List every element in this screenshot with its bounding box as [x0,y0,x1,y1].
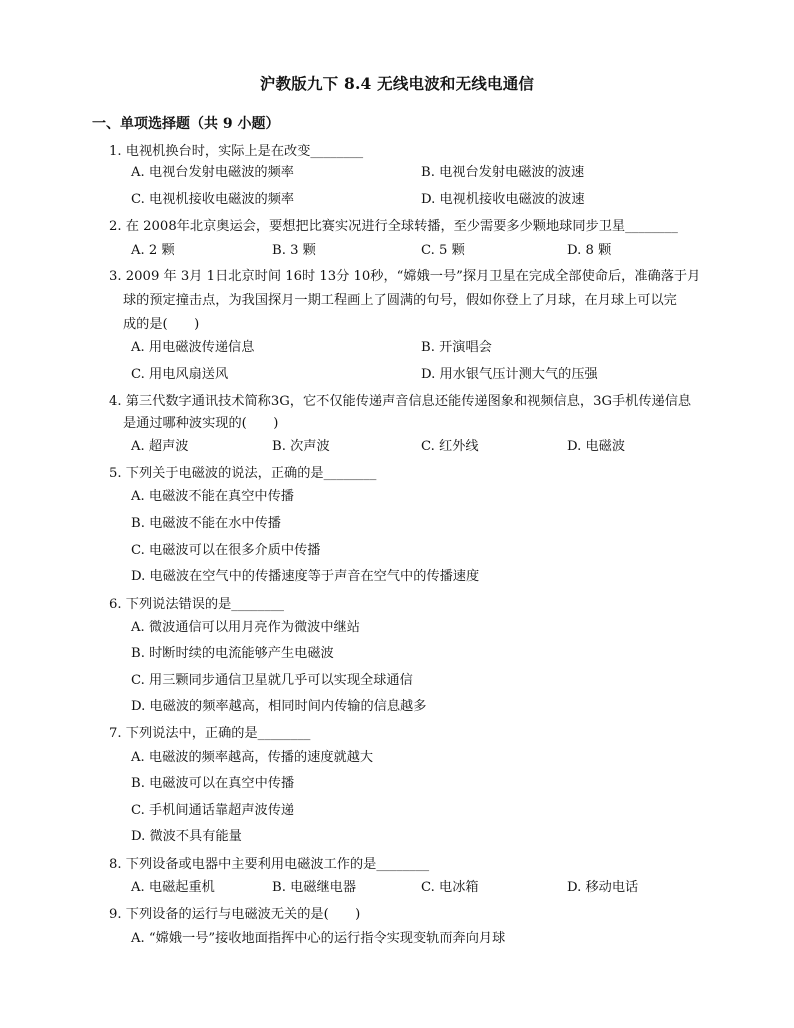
question-1-option-b: B. 电视台发射电磁波的波速 [421,165,585,180]
question-1-option-a: A. 电视台发射电磁波的频率 [131,165,294,180]
question-6-option-a: A. 微波通信可以用月亮作为微波中继站 [131,620,360,635]
question-2-option-c: C. 5 颗 [421,243,465,258]
question-8-stem: 8. 下列设备或电器中主要利用电磁波工作的是________ [109,857,430,872]
question-4-option-b: B. 次声波 [272,439,330,454]
question-3-option-b: B. 开演唱会 [421,340,492,355]
question-6-option-c: C. 用三颗同步通信卫星就几乎可以实现全球通信 [131,673,413,688]
question-1-option-d: D. 电视机接收电磁波的波速 [421,192,585,207]
question-8-option-c: C. 电冰箱 [421,880,479,895]
question-5-stem: 5. 下列关于电磁波的说法，正确的是________ [109,466,377,481]
question-1-stem: 1. 电视机换台时，实际上是在改变________ [109,144,364,159]
question-5-option-d: D. 电磁波在空气中的传播速度等于声音在空气中的传播速度 [131,569,480,584]
question-4-stem-line-1: 4. 第三代数字通讯技术简称3G，它不仅能传递声音信息还能传递图象和视频信息，3G手机传递信息 [109,394,692,409]
question-6-option-d: D. 电磁波的频率越高，相同时间内传输的信息越多 [131,699,427,714]
question-9-stem: 9. 下列设备的运行与电磁波无关的是( ) [109,907,361,922]
question-5-option-b: B. 电磁波不能在水中传播 [131,516,281,531]
question-5-option-c: C. 电磁波可以在很多介质中传播 [131,543,321,558]
question-7-option-c: C. 手机间通话靠超声波传递 [131,803,295,818]
question-2-option-d: D. 8 颗 [567,243,612,258]
question-8-option-a: A. 电磁起重机 [131,880,215,895]
question-7-option-d: D. 微波不具有能量 [131,829,242,844]
question-3-option-a: A. 用电磁波传递信息 [131,340,255,355]
question-2-option-a: A. 2 颗 [131,243,175,258]
question-6-stem: 6. 下列说法错误的是________ [109,597,285,612]
question-3-option-d: D. 用水银气压计测大气的压强 [421,367,598,382]
question-3-stem-line-2: 球的预定撞击点，为我国探月一期工程画上了圆满的句号，假如你登上了月球，在月球上可以完 [123,293,677,308]
question-2-stem: 2. 在 2008年北京奥运会，要想把比赛实况进行全球转播，至少需要多少颗地球同步卫星________ [109,219,678,234]
section-heading: 一、单项选择题（共 9 小题） [92,116,280,132]
question-9-option-a: A. “嫦娥一号”接收地面指挥中心的运行指令实现变轨而奔向月球 [131,931,506,946]
question-3-stem-line-3: 成的是( ) [123,317,200,332]
question-7-option-b: B. 电磁波可以在真空中传播 [131,776,295,791]
question-3-option-c: C. 用电风扇送风 [131,367,229,382]
question-7-option-a: A. 电磁波的频率越高，传播的速度就越大 [131,750,374,765]
question-6-option-b: B. 时断时续的电流能够产生电磁波 [131,646,334,661]
question-8-option-b: B. 电磁继电器 [272,880,357,895]
question-4-option-c: C. 红外线 [421,439,479,454]
question-1-option-c: C. 电视机接收电磁波的频率 [131,192,295,207]
question-3-stem-line-1: 3. 2009 年 3月 1日北京时间 16时 13分 10秒，“嫦娥一号”探月卫星在完成全部使命后，准确落于月 [109,269,701,284]
question-4-option-d: D. 电磁波 [567,439,626,454]
question-7-stem: 7. 下列说法中，正确的是________ [109,726,311,741]
question-8-option-d: D. 移动电话 [567,880,639,895]
page-title: 沪教版九下 8.4 无线电波和无线电通信 [259,74,535,93]
question-2-option-b: B. 3 颗 [272,243,316,258]
question-5-option-a: A. 电磁波不能在真空中传播 [131,489,294,504]
question-4-option-a: A. 超声波 [131,439,189,454]
question-4-stem-line-2: 是通过哪种波实现的( ) [123,416,279,431]
